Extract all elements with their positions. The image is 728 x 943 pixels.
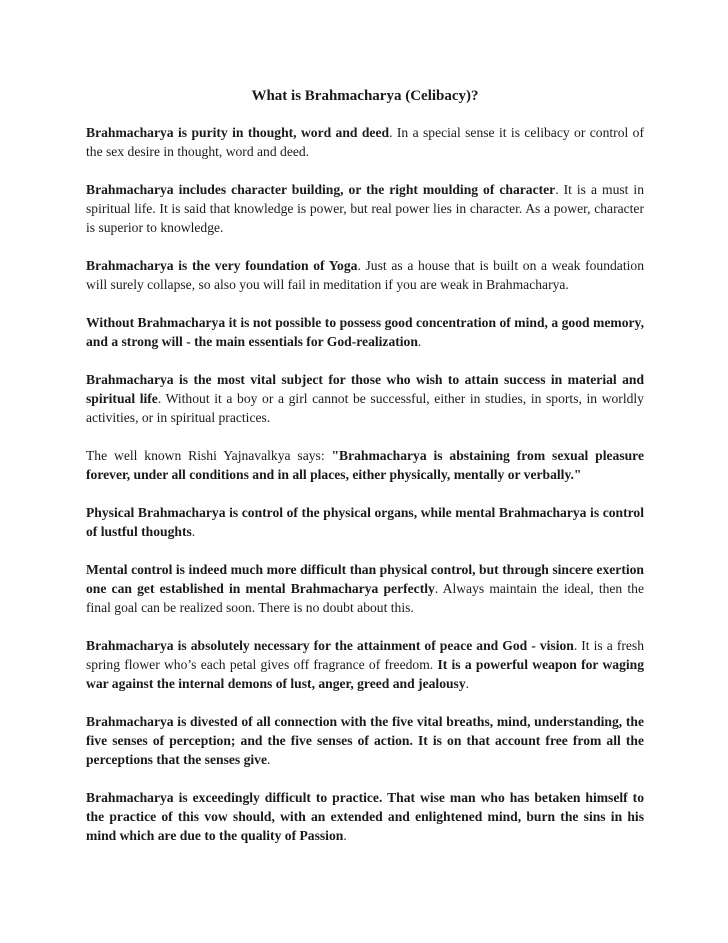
document-body [86, 123, 644, 845]
bold-text-run: Brahmacharya is divested of all connection with the five vital breaths, mind, understanding, the five senses of perception; and the five senses of action. It is on that account free from all the perceptions that the senses give [86, 714, 644, 767]
paragraph [86, 313, 644, 351]
paragraph [86, 370, 644, 427]
paragraph [86, 180, 644, 237]
bold-text-run: Brahmacharya is the very foundation of Yoga [86, 258, 358, 273]
paragraph [86, 256, 644, 294]
paragraph [86, 123, 644, 161]
bold-text-run: Physical Brahmacharya is control of the physical organs, while mental Brahmacharya is control of lustful thoughts [86, 505, 644, 539]
bold-text-run: Brahmacharya is exceedingly difficult to practice. That wise man who has betaken himself to the practice of this vow should, with an extended and enlightened mind, burn the sins in his mind which are due to the quality of Passion [86, 790, 644, 843]
bold-text-run: Without Brahmacharya it is not possible to possess good concentration of mind, a good memory, and a strong will - the main essentials for God-realization [86, 315, 644, 349]
paragraph [86, 560, 644, 617]
paragraph [86, 712, 644, 769]
text-run: . Always maintain the ideal, then the final goal can be realized soon. There is no doubt about this. [86, 581, 645, 615]
text-run: The well known Rishi Yajnavalkya says: [86, 448, 332, 463]
text-run: . [417, 334, 422, 349]
bold-text-run: Brahmacharya is absolutely necessary for the attainment of peace and God - vision [86, 638, 574, 653]
paragraph [86, 446, 644, 484]
bold-text-run: Brahmacharya includes character building, or the right moulding of character [86, 182, 556, 197]
bold-text-run: Brahmacharya is the most vital subject for those who wish to attain success in material and spiritual life [86, 372, 644, 406]
paragraph [86, 503, 644, 541]
text-run: . [267, 752, 271, 767]
text-run: . It is a must in spiritual life. It is said that knowledge is power, but real power lies in character. As a power, character is superior to knowledge. [86, 182, 644, 235]
text-run: . [343, 828, 347, 843]
text-run: . [191, 524, 196, 539]
bold-text-run: "Brahmacharya is abstaining from sexual pleasure forever, under all conditions and in all places, either physically, mentally or verbally." [86, 448, 644, 482]
paragraph [86, 636, 644, 693]
document-page [86, 86, 644, 864]
paragraph [86, 788, 644, 845]
bold-text-run: Brahmacharya is purity in thought, word and deed [86, 125, 390, 140]
bold-text-run: It is a powerful weapon for waging war against the internal demons of lust, anger, greed and jealousy [86, 657, 645, 691]
document-title: What is Brahmacharya (Celibacy)? [251, 88, 479, 104]
text-run: . In a special sense it is celibacy or control of the sex desire in thought, word and deed. [86, 125, 644, 159]
text-run: . Without it a boy or a girl cannot be successful, either in studies, in sports, in worldly activities, or in spiritual practices. [86, 391, 644, 425]
text-run: . It is a fresh spring flower who’s each petal gives off fragrance of freedom. [86, 638, 644, 672]
text-run: . Just as a house that is built on a weak foundation will surely collapse, so also you will fail in meditation if you are weak in Brahmacharya. [86, 258, 644, 292]
bold-text-run: Mental control is indeed much more difficult than physical control, but through sincere exertion one can get established in mental Brahmacharya perfectly [86, 562, 644, 596]
text-run: . [465, 676, 470, 691]
